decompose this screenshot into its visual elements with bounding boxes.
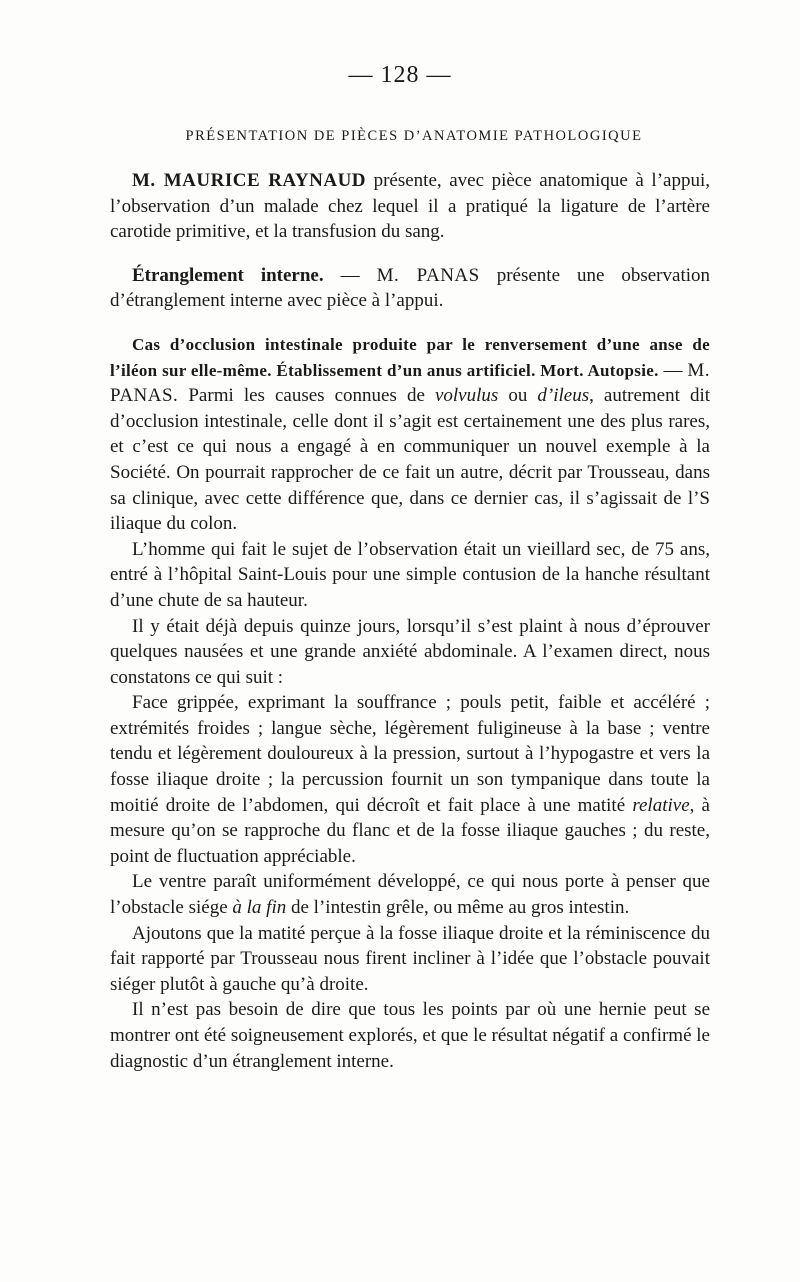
speaker-name: M. MAURICE RAYNAUD: [132, 170, 367, 191]
paragraph-text: , autrement dit d’occlusion intestinale, celle dont il s’agit est certainement une des plus rares, et c’est ce qui nous a engagé à en communiquer un nouvel exemple à la Société. On pourrait rapprocher de ce fait un autre, décrit par Trousseau, dans sa clinique, avec cette différence que, dans ce dernier cas, il s’agissait de l’S iliaque du colon.: [110, 385, 710, 535]
italic-term: volvulus: [434, 385, 499, 407]
running-head: PRÉSENTATION DE PIÈCES D’ANATOMIE PATHOLOGIQUE: [185, 128, 643, 144]
paragraph-onset: Il y était déjà depuis quinze jours, lorsqu’il s’est plaint à nous d’éprouver quelques nausées et une grande anxiété abdominale. A l’examen direct, nous constatons ce qui suit :: [110, 615, 710, 688]
body-text: [110, 168, 710, 1074]
italic-term: relative: [632, 794, 690, 816]
section-title: Étranglement interne.: [132, 264, 324, 286]
paragraph-text: présente une observation d’étranglement interne avec pièce à l’appui.: [110, 264, 711, 312]
speaker-name: M. PANAS.: [110, 359, 710, 407]
paragraph-text: de l’intestin grêle, ou même au gros intestin.: [286, 897, 630, 919]
section-title: Cas d’occlusion intestinale produite par le renversement d’une anse de l’iléon sur elle-même. Établissement d’un anus artificiel. Mort. Autopsie.: [110, 334, 710, 380]
paragraph-occlusion: [110, 332, 710, 537]
paragraph-text: présente, avec pièce anatomique à l’appui, l’observation d’un malade chez lequel il a pratiqué la ligature de l’artère carotide primitive, et la transfusion du sang.: [110, 170, 710, 243]
paragraph-patient: L’homme qui fait le sujet de l’observation était un vieillard sec, de 75 ans, entré à l’hôpital Saint-Louis pour une simple contusion de la hanche résultant d’une chute de sa hauteur.: [110, 538, 710, 611]
italic-term: d’ileus: [537, 385, 590, 407]
paragraph-text: Parmi les causes connues de: [178, 385, 435, 407]
paragraph-obstacle: [110, 869, 710, 920]
dash: —: [323, 264, 377, 286]
paragraph-text: Face grippée, exprimant la souffrance ; pouls petit, faible et accéléré ; extrémités froides ; langue sèche, légèrement fuligineuse à la base ; ventre tendu et légèrement douloureux à la pression, surtout à l’hypogastre et vers la fosse iliaque droite ; la percussion fournit un son tympanique dans toute la moitié droite de l’abdomen, qui décroît et fait place à une matité: [110, 692, 710, 816]
italic-term: à la fin: [232, 897, 287, 919]
paragraph-matite: Ajoutons que la matité perçue à la fosse iliaque droite et la réminiscence du fait rapporté par Trousseau nous firent incliner à l’idée que l’obstacle pouvait siéger plutôt à gauche qu’à droite.: [110, 922, 710, 995]
paragraph-raynaud: [110, 168, 710, 245]
paragraph-etranglement: [110, 263, 710, 314]
page-number: — 128 —: [348, 62, 452, 88]
paragraph-text: , à mesure qu’on se rapproche du flanc et de la fosse iliaque gauches ; du reste, point de fluctuation appréciable.: [110, 794, 710, 867]
dash: —: [658, 359, 688, 381]
paragraph-text: ou: [498, 385, 538, 407]
paragraph-hernie: Il n’est pas besoin de dire que tous les points par où une hernie peut se montrer ont été soigneusement explorés, et que le résultat négatif a confirmé le diagnostic d’un étranglement interne.: [110, 999, 710, 1072]
paragraph-exam: [110, 690, 710, 869]
paragraph-text: Le ventre paraît uniformément développé, ce qui nous porte à penser que l’obstacle siége: [110, 871, 710, 919]
speaker-name: M. PANAS: [376, 264, 480, 286]
